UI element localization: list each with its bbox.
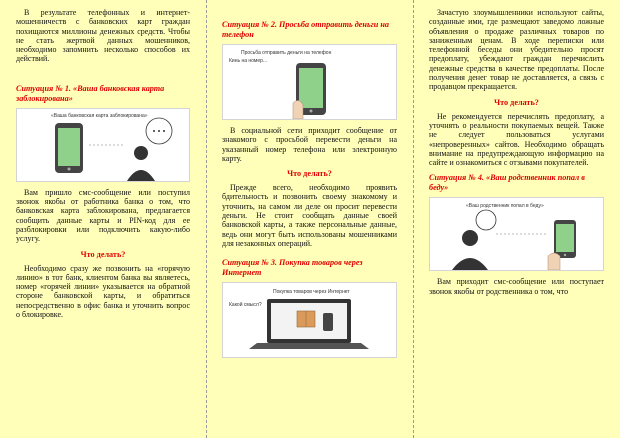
situation-2-heading: Ситуация № 2. Просьба отправить деньги на телефон	[222, 20, 389, 39]
situation-4-heading: Ситуация № 4. «Ваш родственник попал в беду»	[429, 173, 585, 193]
column-3	[413, 0, 620, 438]
situation-3-advice: Не рекомендуется перечислять предоплату, а уточнять о реальности покупаемых вещей. Также не следует пользоваться услугами «непроверенных» сайтов. Необходимо обращать внимание на предупреждающую информацию на сайте и ознакомиться с отзывами покупателей.	[429, 111, 604, 168]
figure-bubble-text: Кинь на номер...	[229, 58, 268, 64]
figure-relative-trouble	[429, 197, 604, 271]
hand-icon	[548, 253, 560, 270]
card-blocked-illustration	[17, 109, 190, 181]
person-icon	[127, 146, 155, 181]
speech-bubble-icon	[476, 210, 496, 230]
situation-3-heading: Ситуация № 3. Покупка товаров через Интернет	[222, 258, 363, 278]
figure-caption: «Ваша банковская карта заблокирована»	[51, 112, 148, 119]
phone-icon	[554, 220, 576, 258]
intro-paragraph: В результате телефонных и интернет-мошенничеств с банковских карт граждан похищаются миллионы денежных средств. Чтобы не стать жертвой данных мошенников, необходимо запомнить несколько способов их действий.	[16, 8, 190, 64]
speech-bubble-icon	[146, 118, 172, 144]
figure-card-blocked	[16, 108, 190, 182]
situation-4-text: Вам приходит смс-сообщение или поступает звонок якобы от родственника о том, что	[429, 277, 604, 296]
situation-3-text: Зачастую злоумышленники используют сайты, созданные ими, где размещают заведомо ложные объявления о продаже различных товаров по заниженным ценам. В ходе переписки или телефонной беседы они убедительно просят предоплату, убеждают граждан перечислить денежные средства в качестве предоплаты. После получения денег товар не доставляется, а связь с продавцом прекращается.	[429, 8, 604, 92]
column-2	[206, 0, 413, 438]
hand-icon	[323, 313, 333, 331]
phone-icon	[55, 123, 83, 173]
figure-caption: «Ваш родственник попал в беду»	[466, 203, 544, 210]
what-to-do-heading: Что делать?	[80, 249, 126, 259]
figure-bubble-text: Какой смысл?	[229, 302, 262, 309]
what-to-do-heading: Что делать?	[287, 169, 332, 179]
situation-2-text: В социальной сети приходит сообщение от знакомого с просьбой перевести деньги на указанный номер телефона или электронную карту.	[222, 126, 397, 163]
figure-caption: Просьба отправить деньги на телефон	[241, 50, 332, 56]
money-request-illustration	[223, 45, 397, 119]
situation-1-advice: Необходимо сразу же позвонить на «горячую линию» в тот банк, клиентом банка вы являетесь, номер «горячей линии» указывается на обратной стороне банковской карты, и обратиться непосредственно в офис банка и уточнить вопрос о блокировке.	[16, 263, 190, 320]
hand-icon	[293, 100, 303, 119]
person-icon	[452, 230, 488, 270]
figure-money-request	[222, 44, 397, 120]
situation-2-advice: Прежде всего, необходимо проявить бдительность и позвонить своему знакомому и уточнить, на самом ли деле он просит перевести деньги. Не стоит сообщать данные своей банковской карты, а также персональные данные, ведь они могут быть использованы мошенниками для незаконных операций.	[222, 183, 397, 248]
figure-online-shopping	[222, 282, 397, 358]
column-1	[0, 0, 206, 438]
what-to-do-heading: Что делать?	[494, 97, 539, 107]
situation-1-heading: Ситуация № 1. «Ваша банковская карта заблокирована»	[16, 83, 165, 103]
situation-1-text: Вам пришло смс-сообщение или поступил звонок якобы от работника банка о том, что банковская карта заблокирована, предлагается сообщить данные карты и PIN-код для ее разблокировки или подключить какую-либо услугу.	[16, 187, 190, 244]
package-icon	[297, 311, 315, 327]
figure-caption: Покупка товаров через Интернет	[273, 289, 350, 296]
